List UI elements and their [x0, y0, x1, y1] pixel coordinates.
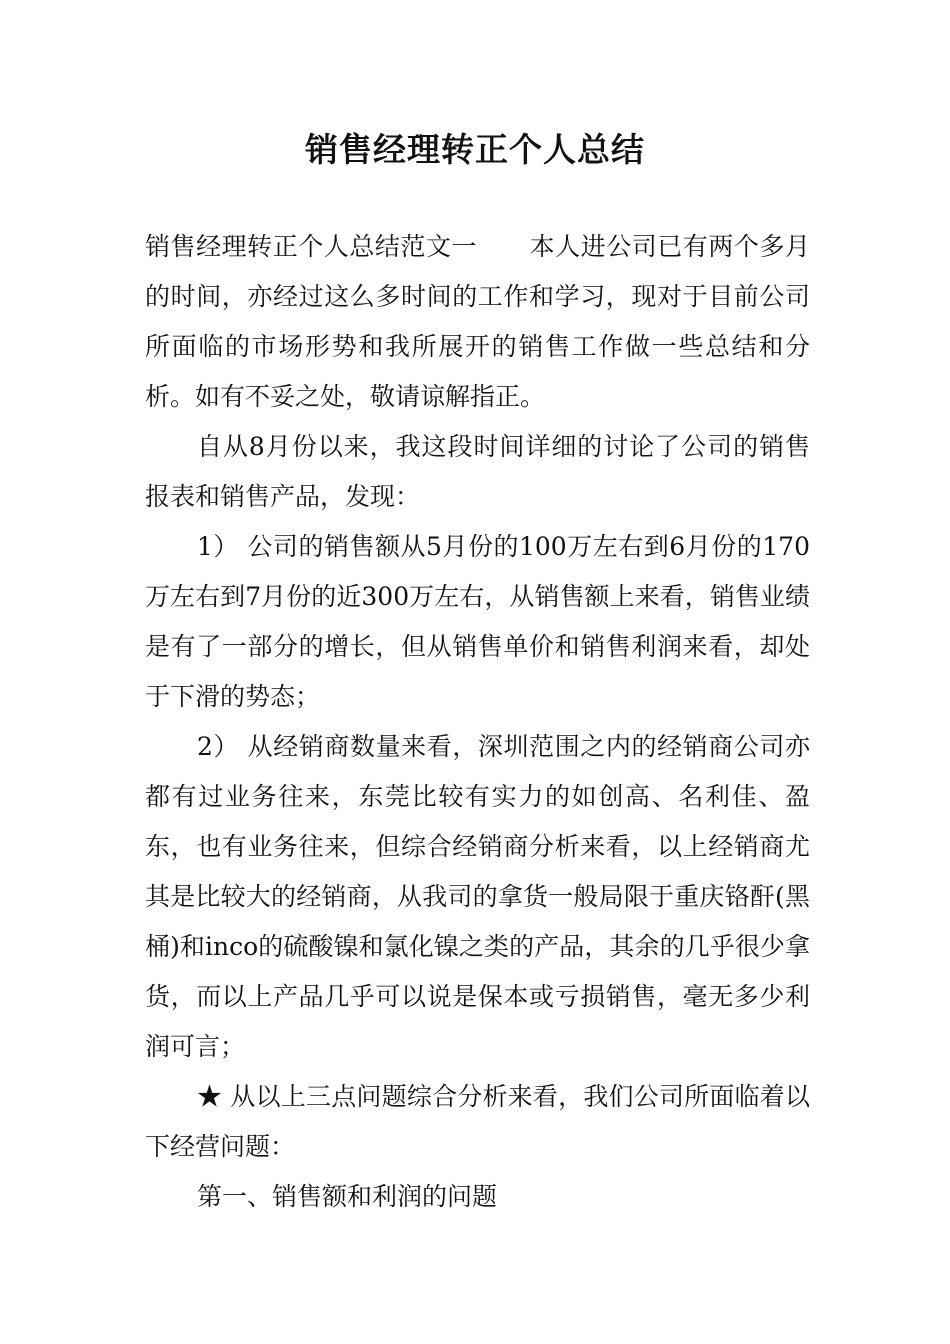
paragraph-lead: 销售经理转正个人总结范文一	[145, 232, 478, 261]
paragraph-heading-first: 第一、销售额和利润的问题	[197, 1182, 498, 1211]
document-body	[145, 222, 810, 1222]
paragraph-intro	[145, 222, 810, 422]
paragraph-summary: ★ 从以上三点问题综合分析来看，我们公司所面临着以下经营问题：	[145, 1082, 810, 1161]
paragraph-point-2: 2） 从经销商数量来看，深圳范围之内的经销商公司亦都有过业务往来，东莞比较有实力的如创高、名利佳、盈东，也有业务往来，但综合经销商分析来看，以上经销商尤其是比较大的经销商，从我司的拿货一般局限于重庆铬酐(黑桶)和inco的硫酸镍和氯化镍之类的产品，其余的几乎很少拿货，而以上产品几乎可以说是保本或亏损销售，毫无多少利润可言；	[145, 732, 810, 1061]
paragraph-point-1: 1） 公司的销售额从5月份的100万左右到6月份的170万左右到7月份的近300万左右，从销售额上来看，销售业绩是有了一部分的增长，但从销售单价和销售利润来看，却处于下滑的势态；	[145, 532, 810, 711]
paragraph-text: 本人进公司已有两个多月的时间，亦经过这么多时间的工作和学习，现对于目前公司所面临的市场形势和我所展开的销售工作做一些总结和分析。如有不妥之处，敬请谅解指正。	[145, 232, 810, 411]
document-title: 销售经理转正个人总结	[305, 130, 645, 169]
paragraph-findings-intro: 自从8月份以来，我这段时间详细的讨论了公司的销售报表和销售产品，发现：	[145, 432, 810, 511]
